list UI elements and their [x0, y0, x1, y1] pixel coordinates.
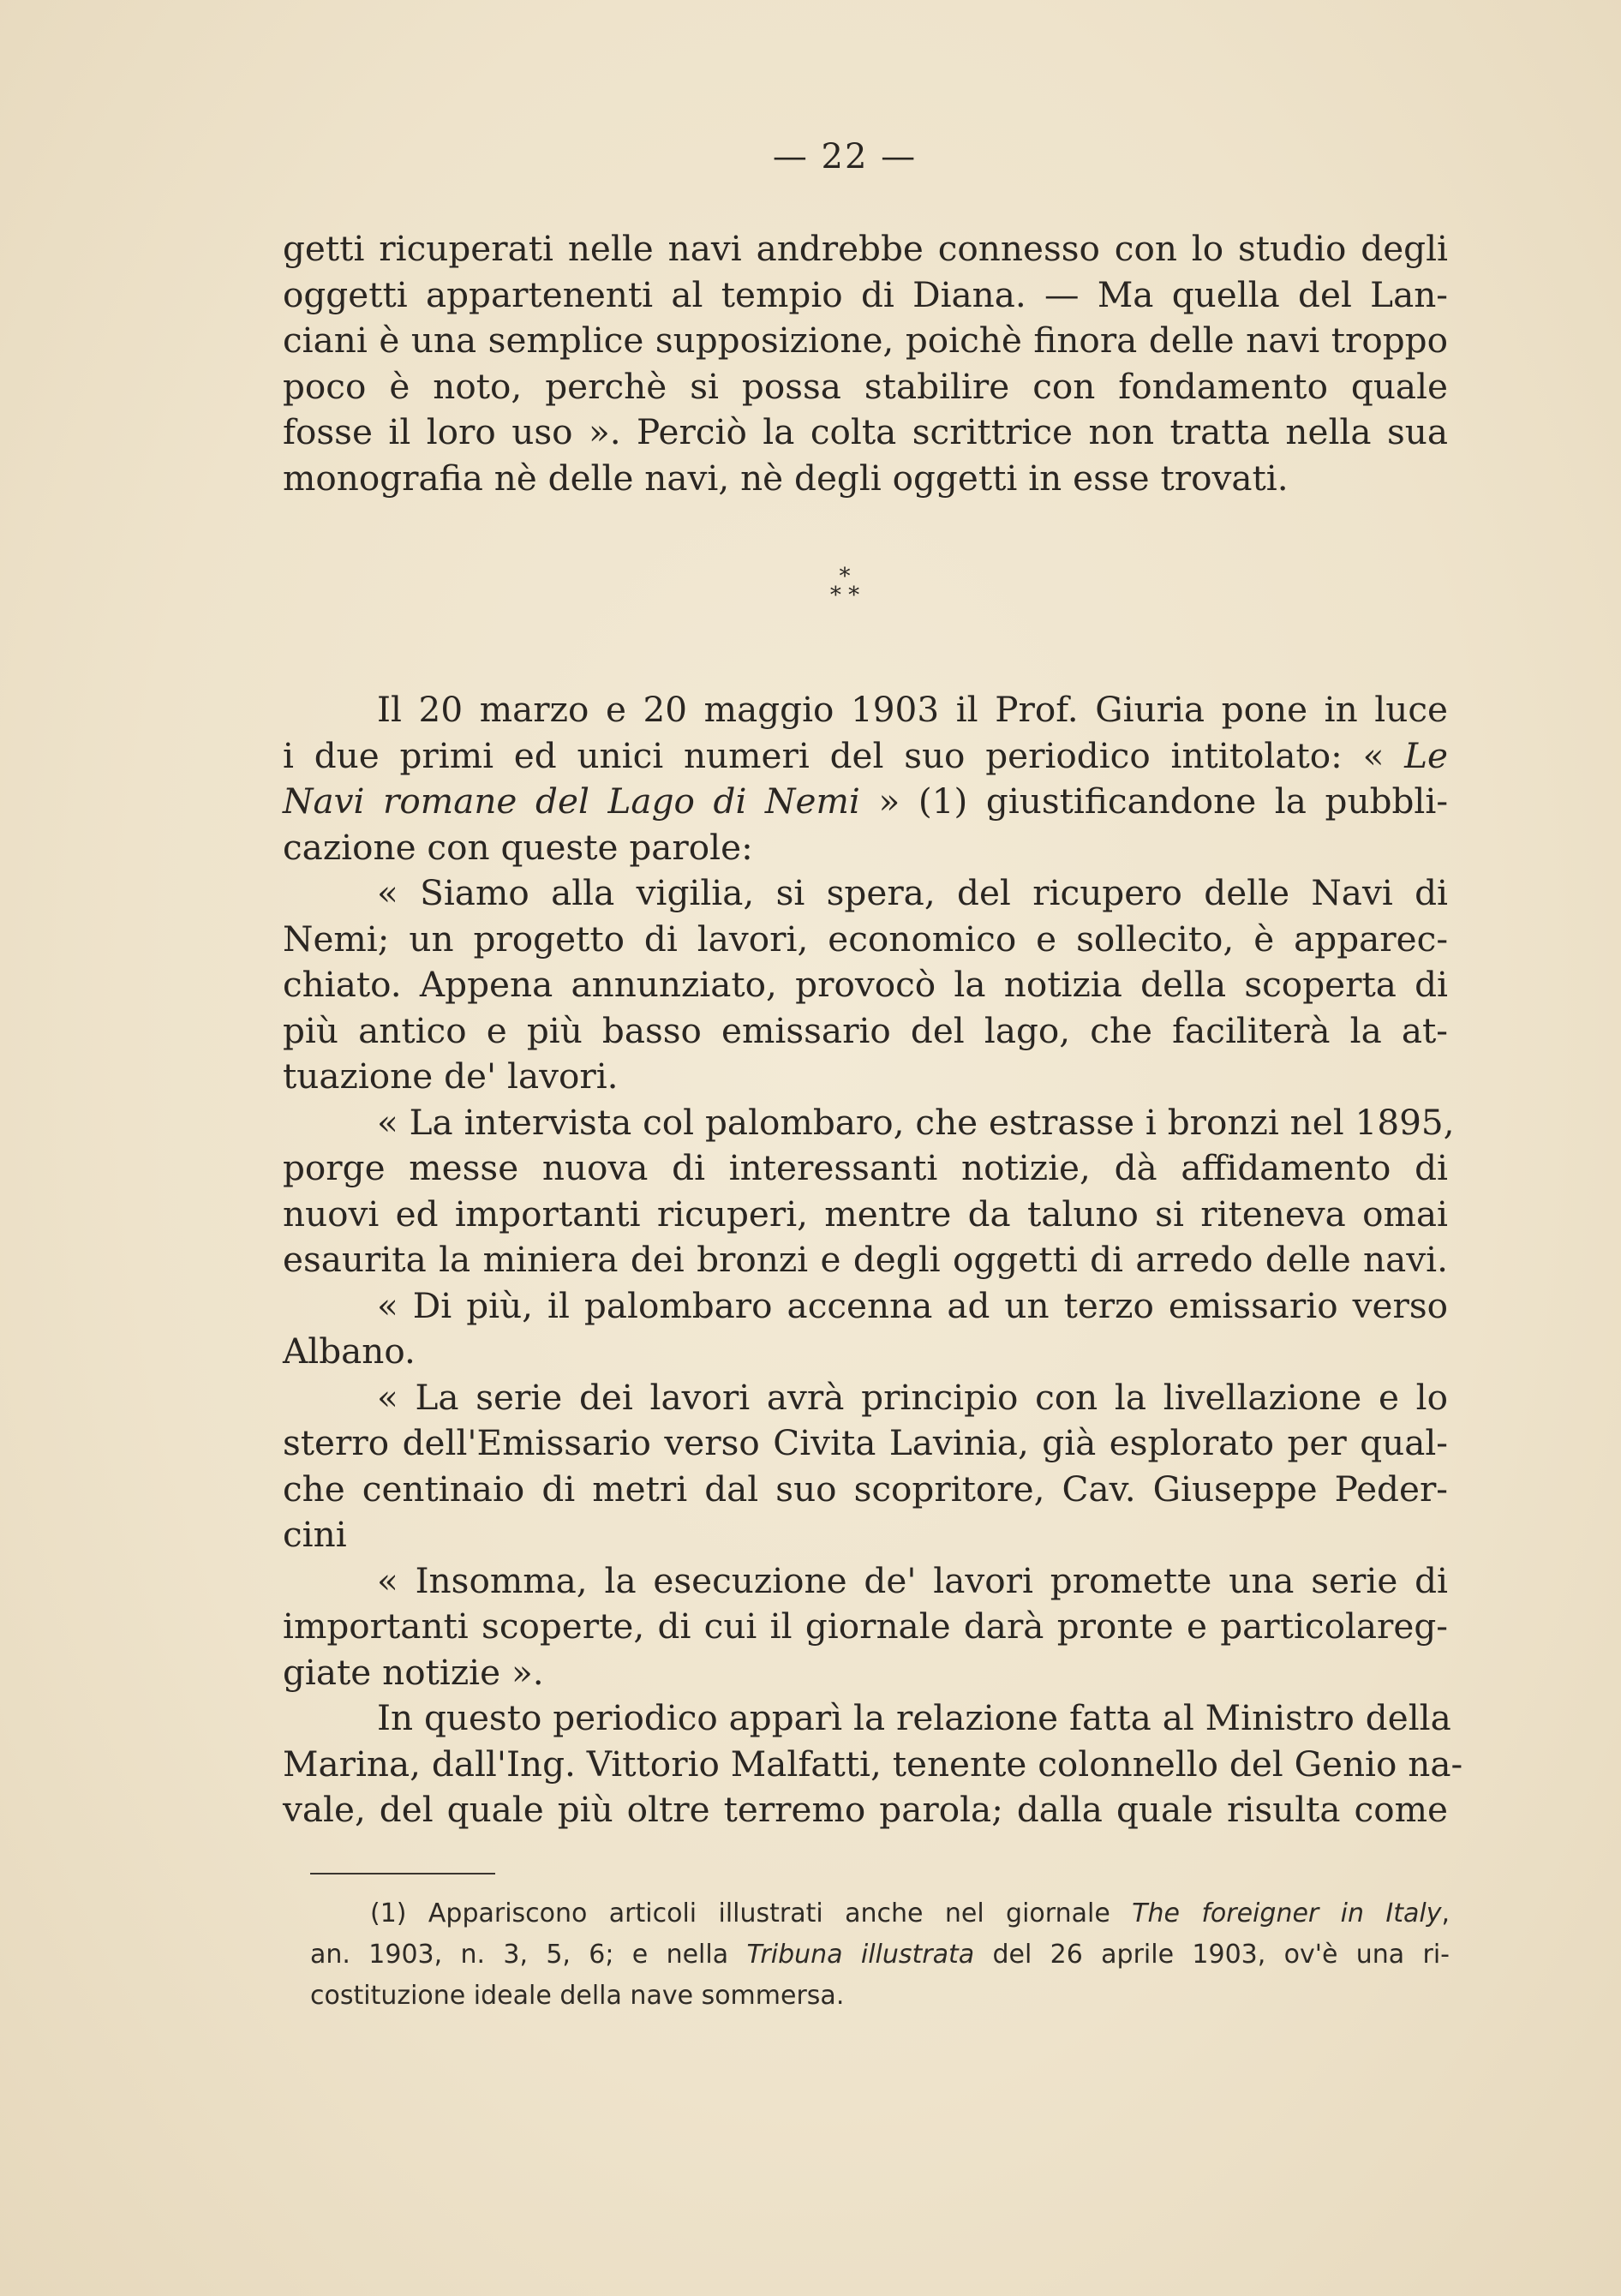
text-line: più antico e più basso emissario del lago, che faciliterà la at- [283, 1009, 1448, 1051]
text-line: Marina, dall'Ing. Vittorio Malfatti, tenente colonnello del Genio na- [283, 1743, 1463, 1785]
periodical-title-part: Navi romane del Lago di Nemi [283, 780, 860, 822]
text-line: importanti scoperte, di cui il giornale darà pronte e particolareg- [283, 1605, 1448, 1647]
paragraph-continuation [283, 226, 1448, 501]
text-line: poco è noto, perchè si possa stabilire con fondamento quale [283, 365, 1448, 407]
text-line: Il 20 marzo e 20 maggio 1903 il Prof. Giuria pone in luce [377, 689, 1448, 730]
section-asterism [0, 564, 1621, 608]
text-line: « La serie dei lavori avrà principio con la livellazione e lo [377, 1376, 1448, 1418]
text-line [283, 733, 1448, 780]
text-line: monografia nè delle navi, nè degli oggetti in esse trovati. [283, 457, 1289, 499]
text-line: cazione con queste parole: [283, 826, 753, 868]
text-segment: (1) Appariscono articoli illustrati anche nel giornale [370, 1898, 1133, 1928]
periodical-title: Tribuna illustrata [746, 1940, 975, 1970]
text-line: che centinaio di metri dal suo scopritore, Cav. Giuseppe Peder- [283, 1468, 1448, 1510]
page-number: — 22 — [772, 137, 918, 176]
text-line: porge messe nuova di interessanti notizie, dà affidamento di [283, 1147, 1448, 1188]
footnote-line [310, 1893, 1450, 1934]
text-line: cini [283, 1514, 347, 1555]
text-segment: an. 1903, n. 3, 5, 6; e nella [310, 1940, 747, 1970]
text-segment: , [1441, 1898, 1450, 1928]
periodical-title: The foreigner in Italy [1132, 1898, 1442, 1928]
text-line: Albano. [283, 1330, 416, 1372]
text-line: getti ricuperati nelle navi andrebbe connesso con lo studio degli [283, 228, 1448, 269]
text-line: oggetti appartenenti al tempio di Diana. — Ma quella del Lan- [283, 273, 1448, 315]
text-line: In questo periodico apparì la relazione fatta al Ministro della [377, 1697, 1451, 1738]
text-line: giate notizie ». [283, 1651, 544, 1693]
text-segment: » (1) giustificandone la pubbli- [859, 780, 1449, 822]
periodical-title-part: Le [1404, 734, 1448, 776]
text-line: chiato. Appena annunziato, provocò la notizia della scoperta di [283, 964, 1448, 1005]
text-line: Nemi; un progetto di lavori, economico e sollecito, è apparec- [283, 918, 1448, 960]
text-line [283, 779, 1448, 825]
text-segment: i due primi ed unici numeri del suo periodico intitolato: « [283, 734, 1405, 776]
text-line: tuazione de' lavori. [283, 1055, 619, 1097]
text-line: ciani è una semplice supposizione, poichè finora delle navi troppo [283, 320, 1448, 361]
text-segment: del 26 aprile 1903, ov'è una ri- [974, 1940, 1450, 1970]
asterism-top: * [839, 564, 851, 589]
footnote-line [310, 1934, 1450, 1976]
asterism-bottom: * * [829, 583, 860, 608]
text-line: « Siamo alla vigilia, si spera, del ricupero delle Navi di [377, 872, 1448, 913]
text-line: fosse il loro uso ». Perciò la colta scrittrice non tratta nella sua [283, 411, 1448, 452]
section-body [283, 687, 1463, 1833]
text-line: sterro dell'Emissario verso Civita Lavinia, già esplorato per qual- [283, 1422, 1448, 1463]
footnote-line: costituzione ideale della nave sommersa. [310, 1981, 845, 2011]
footnote [310, 1893, 1450, 2017]
text-line: nuovi ed importanti ricuperi, mentre da taluno si riteneva omai [283, 1193, 1448, 1235]
text-line: « Di più, il palombaro accenna ad un terzo emissario verso [377, 1284, 1448, 1326]
text-line: esaurita la miniera dei bronzi e degli oggetti di arredo delle navi. [283, 1239, 1448, 1280]
text-line: vale, del quale più oltre terremo parola; dalla quale risulta come [283, 1789, 1448, 1830]
footnote-divider [310, 1873, 495, 1874]
text-line: « Insomma, la esecuzione de' lavori promette una serie di [377, 1559, 1448, 1601]
text-line: « La intervista col palombaro, che estrasse i bronzi nel 1895, [377, 1101, 1455, 1143]
